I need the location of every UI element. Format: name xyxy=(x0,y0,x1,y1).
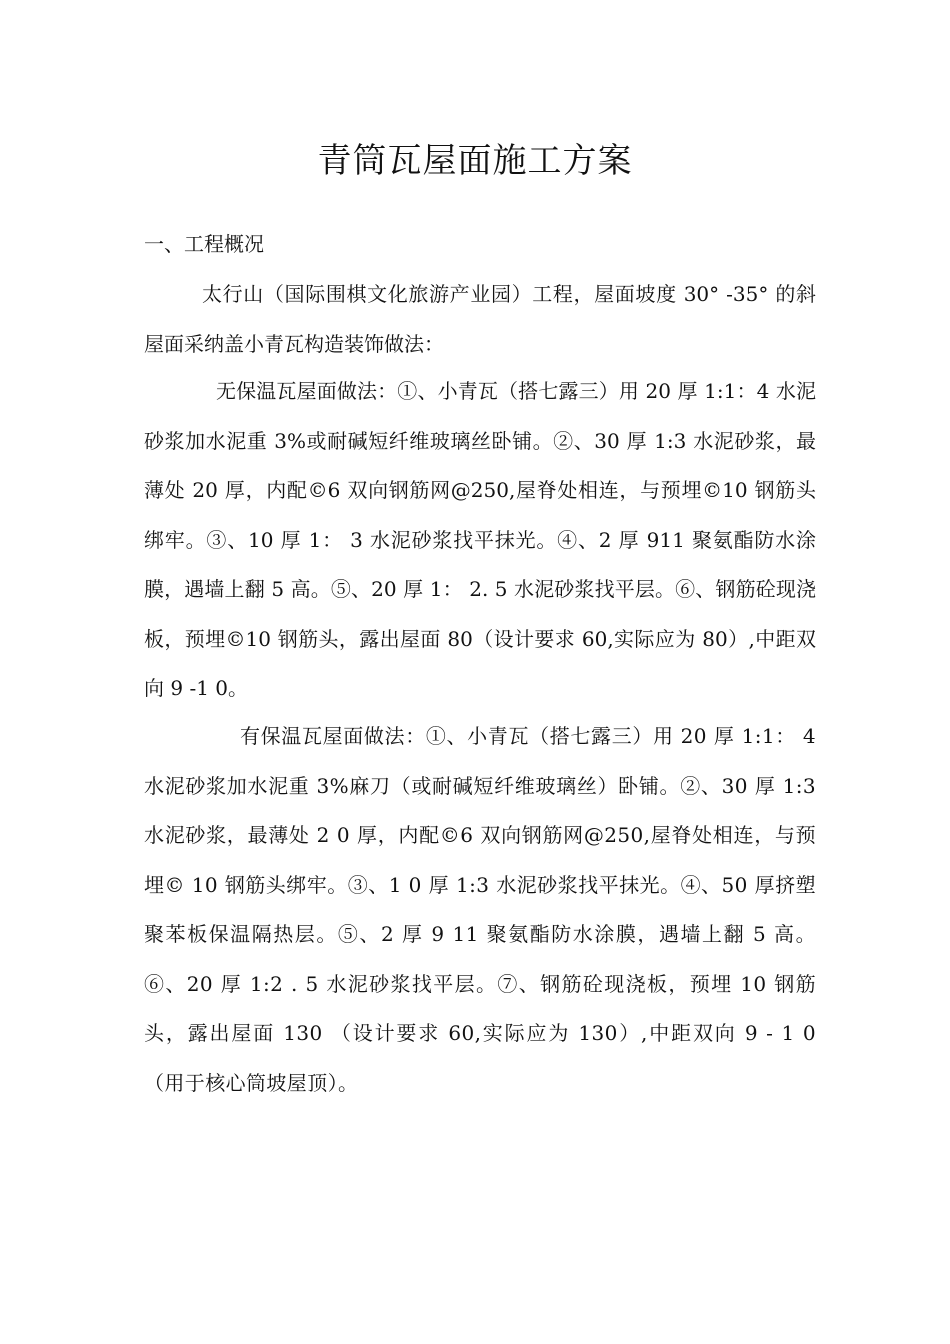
section-heading-project-overview: 一、工程概况 xyxy=(144,232,264,256)
paragraph-insulated-roof-method: 有保温瓦屋面做法：①、小青瓦（搭七露三）用 20 厚 1:1： 4 水泥砂浆加水泥重 3%麻刀（或耐碱短纤维玻璃丝）卧铺。②、30 厚 1:3 水泥砂浆，最薄处 2 0 厚，内配©6 双向钢筋网@250,屋脊处相连，与预埋© 10 钢筋头绑牢。③、1 0 厚 1:3 水泥砂浆找平抹光。④、50 厚挤塑聚苯板保温隔热层。⑤、2 厚 9 11 聚氨酯防水涂膜，遇墙上翻 5 高。⑥、20 厚 1:2 . 5 水泥砂浆找平层。⑦、钢筋砼现浇板，预埋 10 钢筋头，露出屋面 130 （设计要求 60,实际应为 130）,中距双向 9 - 1 0 （用于核心筒坡屋顶）。 xyxy=(144,724,816,1095)
paragraph-no-insulation-roof-method: 无保温瓦屋面做法：①、小青瓦（搭七露三）用 20 厚 1:1：4 水泥砂浆加水泥重 3%或耐碱短纤维玻璃丝卧铺。②、30 厚 1:3 水泥砂浆，最薄处 20 厚，内配©6 双向钢筋网@250,屋脊处相连，与预埋©10 钢筋头绑牢。③、10 厚 1： 3 水泥砂浆找平抹光。④、2 厚 911 聚氨酯防水涂膜，遇墙上翻 5 高。⑤、20 厚 1： 2. 5 水泥砂浆找平层。⑥、钢筋砼现浇板，预埋©10 钢筋头，露出屋面 80（设计要求 60,实际应为 80）,中距双向 9 -1 0。 xyxy=(144,379,816,700)
document-title: 青筒瓦屋面施工方案 xyxy=(317,141,633,181)
paragraph-project-overview: 太行山（国际围棋文化旅游产业园）工程，屋面坡度 30° -35° 的斜屋面采纳盖小青瓦构造装饰做法： xyxy=(144,282,816,356)
